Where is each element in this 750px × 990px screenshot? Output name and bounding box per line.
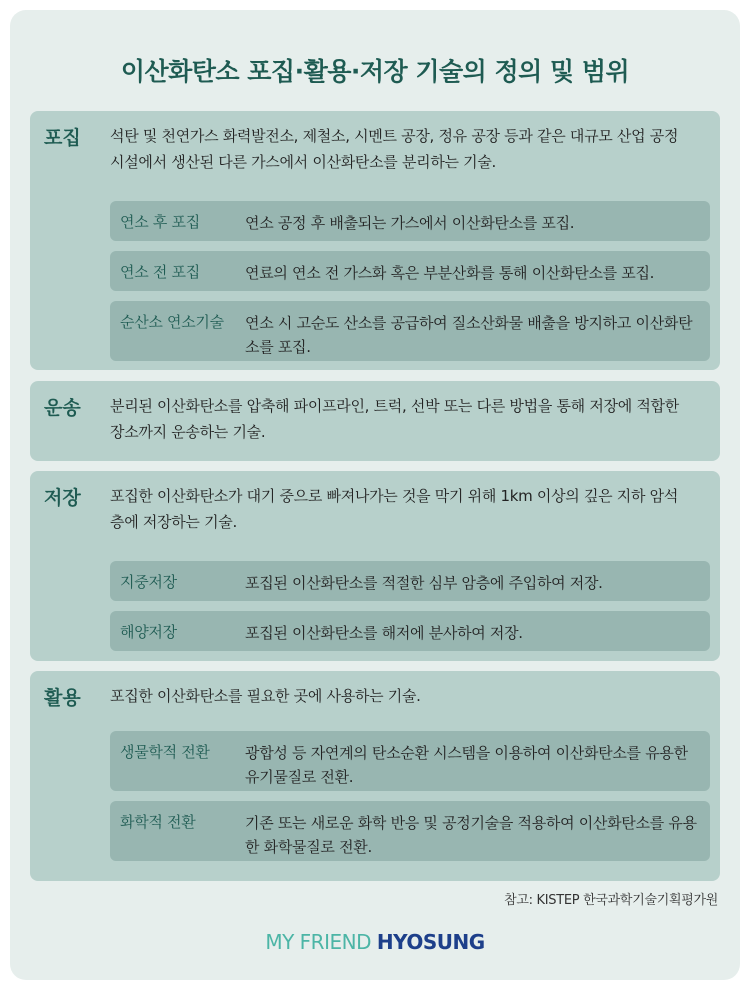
brand-text-bold: HYOSUNG xyxy=(376,930,485,954)
section-desc-capture: 석탄 및 천연가스 화력발전소, 제철소, 시멘트 공장, 정유 공장 등과 같은 대규모 산업 공정 시설에서 생산된 다른 가스에서 이산화탄소를 분리하는 기술. xyxy=(110,127,679,171)
subsection-label: 생물학적 전환 xyxy=(120,743,210,761)
section-label-storage: 저장 xyxy=(44,487,81,509)
section-desc-utilization: 포집한 이산화탄소를 필요한 곳에 사용하는 기술. xyxy=(110,687,421,705)
subsection-post-combustion xyxy=(110,201,710,241)
subsection-label: 지중저장 xyxy=(120,573,177,591)
section-desc-transport: 분리된 이산화탄소를 압축해 파이프라인, 트럭, 선박 또는 다른 방법을 통해 저장에 적합한 장소까지 운송하는 기술. xyxy=(110,397,679,441)
subsection-label: 연소 후 포집 xyxy=(120,213,200,231)
subsection-desc: 포집된 이산화탄소를 해저에 분사하여 저장. xyxy=(245,624,523,642)
subsection-label: 해양저장 xyxy=(120,623,177,641)
section-desc-storage: 포집한 이산화탄소가 대기 중으로 빠져나가는 것을 막기 위해 1km 이상의 깊은 지하 암석층에 저장하는 기술. xyxy=(110,487,679,531)
subsection-chemical xyxy=(110,801,710,861)
subsection-desc: 연료의 연소 전 가스화 혹은 부분산화를 통해 이산화탄소를 포집. xyxy=(245,264,655,282)
section-storage xyxy=(30,471,720,661)
page-title: 이산화탄소 포집·활용·저장 기술의 정의 및 범위 xyxy=(120,57,630,86)
subsection-oxyfuel xyxy=(110,301,710,361)
subsection-biological xyxy=(110,731,710,791)
section-label-capture: 포집 xyxy=(44,127,81,149)
subsection-ocean xyxy=(110,611,710,651)
subsection-desc: 포집된 이산화탄소를 적절한 심부 암층에 주입하여 저장. xyxy=(245,574,603,592)
subsection-desc: 기존 또는 새로운 화학 반응 및 공정기술을 적용하여 이산화탄소를 유용한 화학물질로 전환. xyxy=(245,814,697,856)
subsection-desc: 연소 공정 후 배출되는 가스에서 이산화탄소를 포집. xyxy=(245,214,575,232)
section-label-transport: 운송 xyxy=(44,397,81,419)
section-capture xyxy=(30,111,720,370)
source-note: 참고: KISTEP 한국과학기술기획평가원 xyxy=(504,893,718,908)
subsection-label: 화학적 전환 xyxy=(120,813,196,831)
subsection-desc: 광합성 등 자연계의 탄소순환 시스템을 이용하여 이산화탄소를 유용한 유기물질로 전환. xyxy=(245,744,688,786)
subsection-label: 연소 전 포집 xyxy=(120,263,200,281)
section-utilization xyxy=(30,671,720,881)
subsection-label: 순산소 연소기술 xyxy=(120,313,224,331)
subsection-pre-combustion xyxy=(110,251,710,291)
section-transport xyxy=(30,381,720,461)
section-label-utilization: 활용 xyxy=(44,687,81,709)
brand-text-light: MY FRIEND xyxy=(265,930,371,954)
brand-logo xyxy=(0,930,750,954)
subsection-desc: 연소 시 고순도 산소를 공급하여 질소산화물 배출을 방지하고 이산화탄소를 포집. xyxy=(245,314,693,356)
subsection-geological xyxy=(110,561,710,601)
